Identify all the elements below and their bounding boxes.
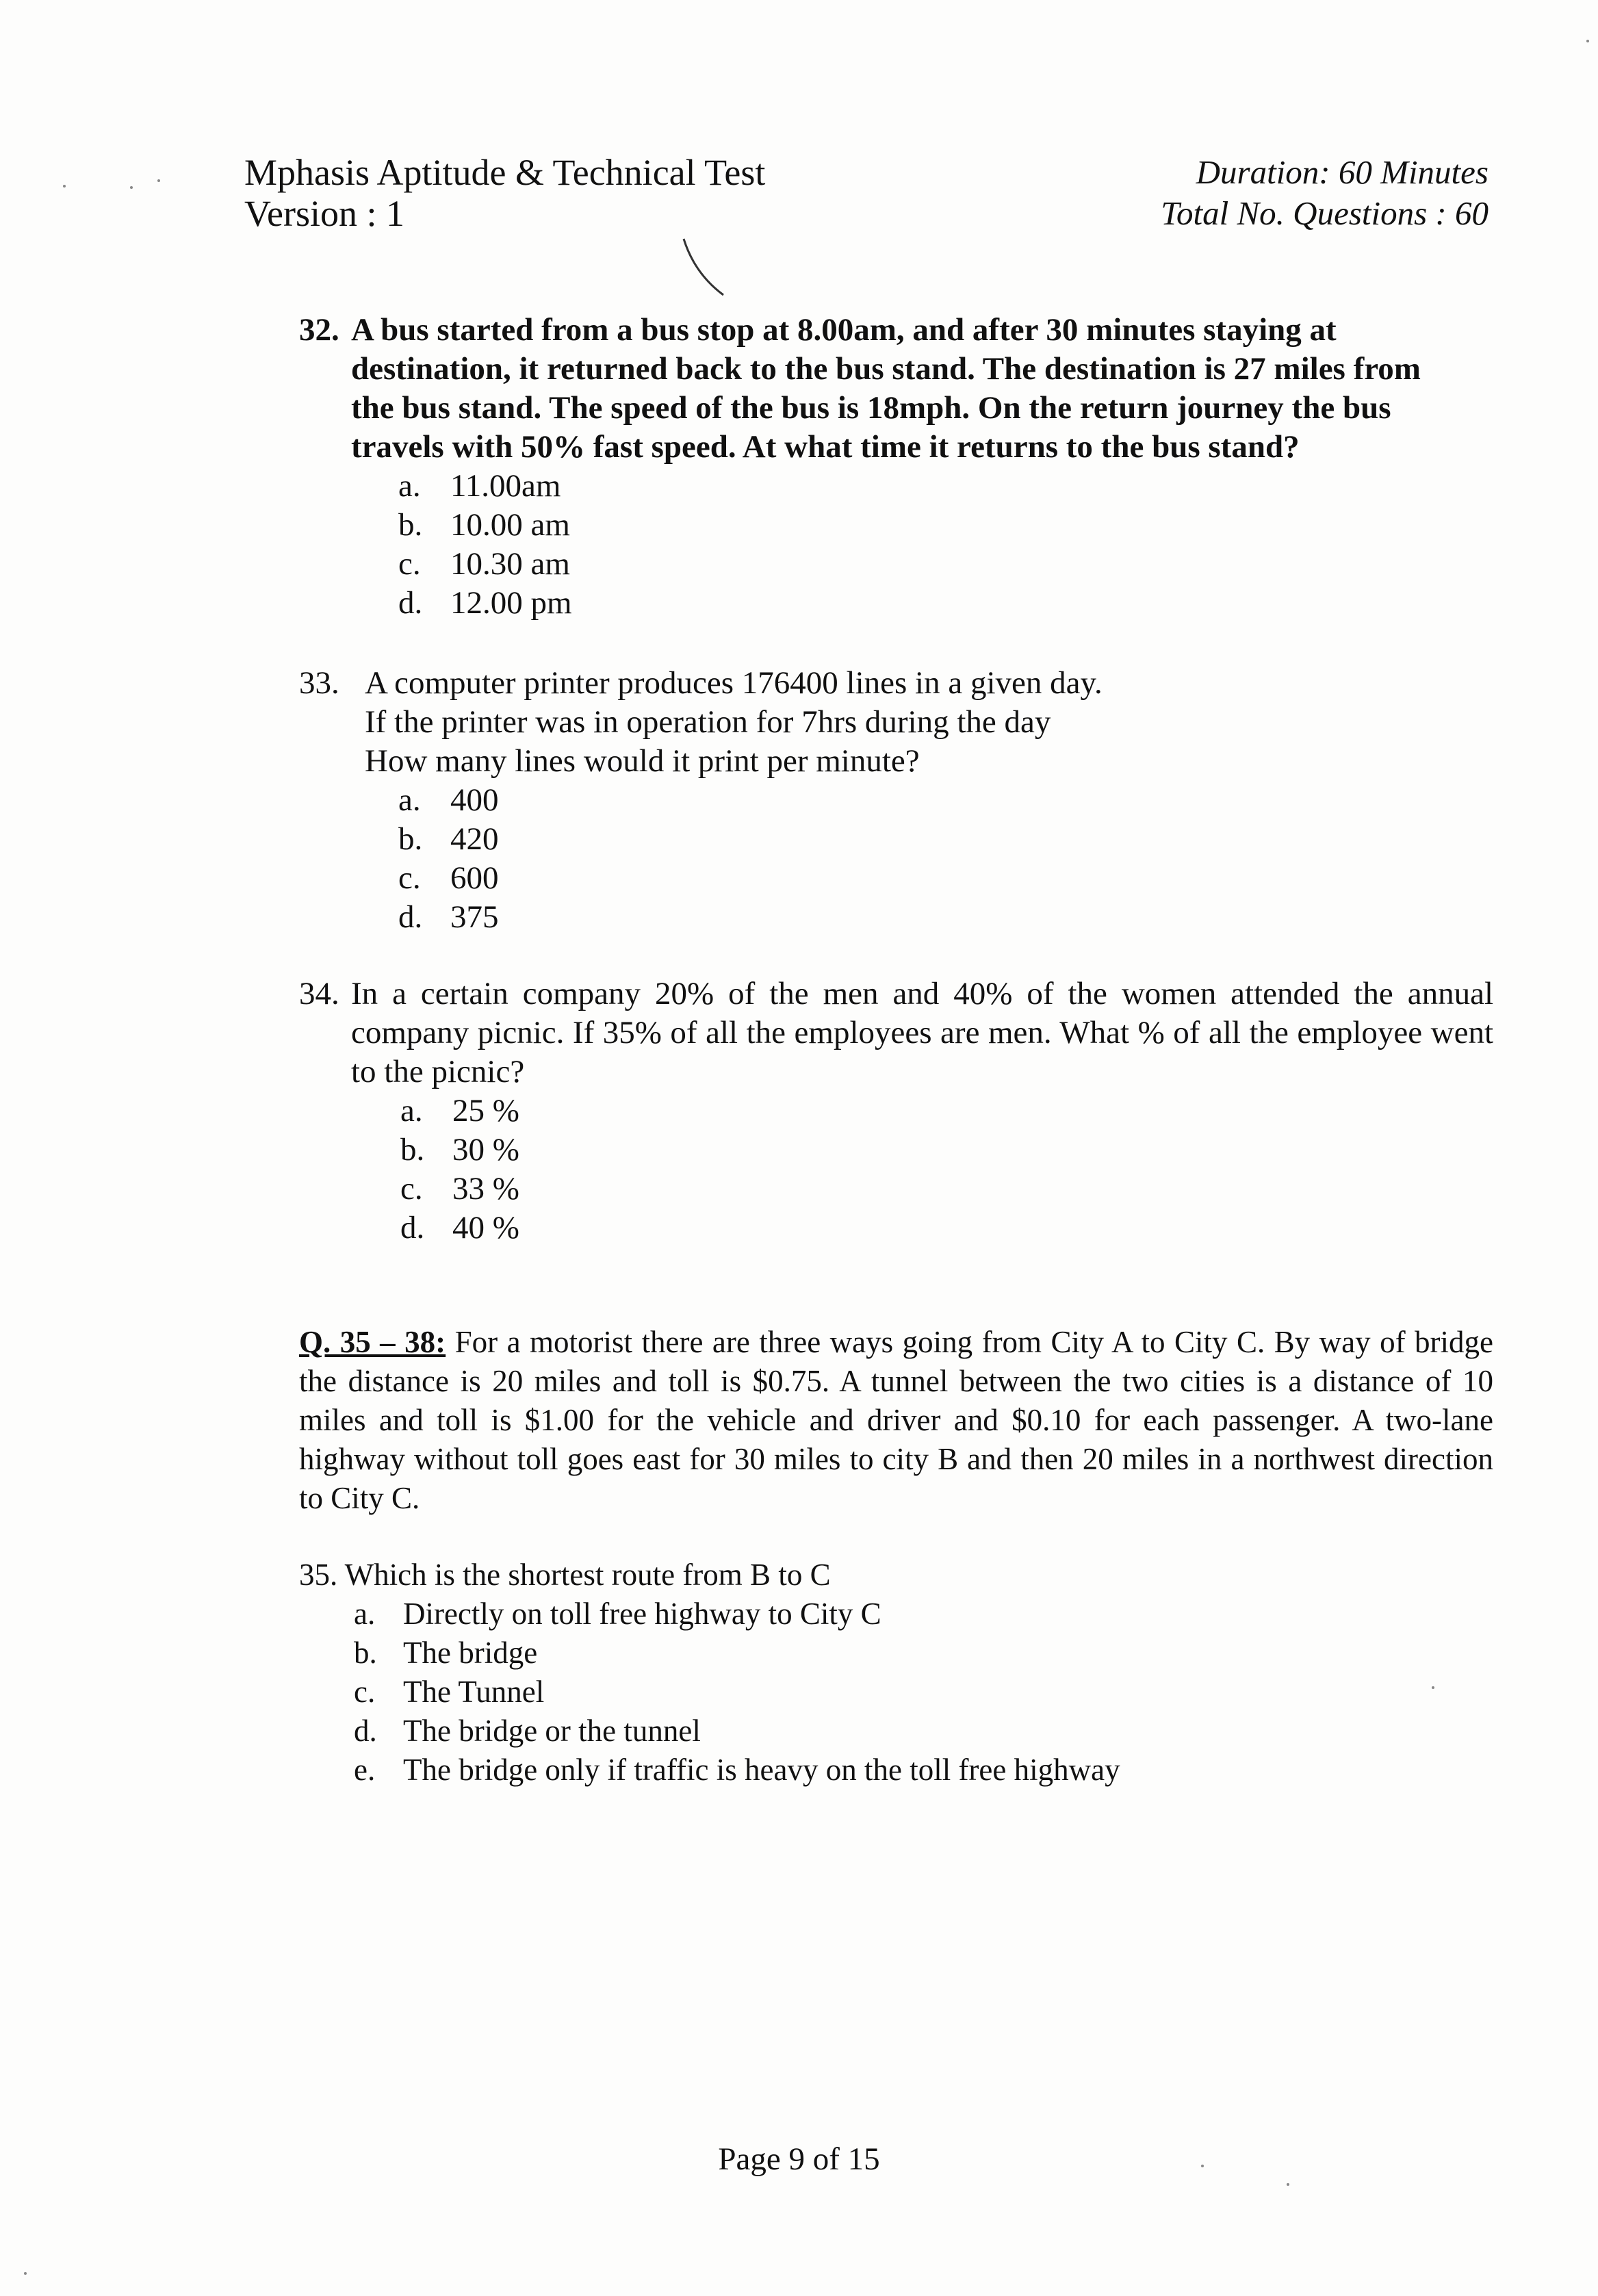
question-32 — [299, 311, 1504, 623]
option: e. The bridge only if traffic is heavy on the toll free highway — [354, 1753, 1120, 1787]
option: d. The bridge or the tunnel — [354, 1714, 701, 1748]
page-number: Page 9 of 15 — [718, 2141, 880, 2177]
question-32-number: 32. — [299, 312, 339, 348]
option: c. 600 — [398, 860, 499, 896]
scan-speck — [63, 185, 66, 188]
question-35-options — [299, 1595, 1504, 1790]
passage-q35-38 — [299, 1323, 1493, 1518]
scan-speck — [1586, 40, 1589, 42]
option: c. The Tunnel — [354, 1675, 545, 1709]
question-32-line-2: destination, it returned back to the bus stand. The destination is 27 miles from — [351, 351, 1421, 387]
option: c. 33 % — [400, 1171, 519, 1207]
question-34-stem — [299, 975, 1493, 1092]
scan-speck — [24, 2272, 27, 2275]
question-33-text-1: A computer printer produces 176400 lines in a given day. — [365, 665, 1103, 701]
option: a. Directly on toll free highway to City C — [354, 1597, 881, 1631]
question-35 — [299, 1556, 1504, 1790]
test-duration: Duration: 60 Minutes — [1196, 153, 1489, 191]
question-34-text: In a certain company 20% of the men and 40% of the women attended the annual company picnic. If 35% of all the employees are men. What % of all the employee went to the picnic? — [351, 976, 1493, 1089]
option: d. 12.00 pm — [398, 585, 572, 621]
option: b. 420 — [398, 821, 499, 857]
option: c. 10.30 am — [398, 546, 570, 582]
question-34-options — [299, 1092, 1493, 1248]
scan-speck — [1287, 2183, 1289, 2186]
header-left — [244, 152, 765, 234]
total-questions: Total No. Questions : 60 — [1161, 194, 1489, 232]
test-title: Mphasis Aptitude & Technical Test — [244, 152, 766, 193]
question-32-line-4: travels with 50% fast speed. At what time it returns to the bus stand? — [351, 429, 1300, 465]
question-32-options — [299, 467, 1504, 623]
question-33-line-2: If the printer was in operation for 7hrs during the day — [365, 704, 1051, 740]
option: a. 25 % — [400, 1093, 519, 1128]
question-33-line-3: How many lines would it print per minute? — [365, 743, 920, 779]
question-32-line-1 — [299, 311, 1504, 350]
question-32-text-1: A bus started from a bus stop at 8.00am, and after 30 minutes staying at — [351, 312, 1337, 348]
question-33-number: 33. — [299, 665, 339, 701]
option: d. 375 — [398, 899, 499, 935]
question-35-stem: 35. Which is the shortest route from B to C — [299, 1558, 831, 1592]
question-33-options — [299, 781, 1504, 937]
passage-label: Q. 35 – 38: — [299, 1325, 446, 1359]
option: b. 30 % — [400, 1132, 519, 1168]
question-33 — [299, 664, 1504, 937]
scan-speck — [1201, 2165, 1204, 2167]
scan-speck — [157, 179, 160, 182]
option: b. The bridge — [354, 1636, 538, 1670]
question-34 — [299, 975, 1493, 1248]
test-version: Version : 1 — [244, 193, 404, 234]
question-34-number: 34. — [299, 976, 339, 1011]
option: a. 400 — [398, 782, 499, 818]
option: b. 10.00 am — [398, 507, 570, 543]
option: a. 11.00am — [398, 468, 561, 504]
question-33-line-1 — [299, 664, 1504, 703]
option: d. 40 % — [400, 1210, 519, 1246]
pen-mark — [681, 236, 729, 298]
header-right — [1161, 152, 1489, 234]
passage-text: For a motorist there are three ways going from City A to City C. By way of bridge the distance is 20 miles and toll is $0.75. A tunnel between the two cities is a distance of 10 miles and toll is $1.00 for the vehicle and driver and $0.10 for each passenger. A two-lane highway without toll goes east for 30 miles to city B and then 20 miles in a northwest direction to City C. — [299, 1325, 1493, 1515]
scan-speck — [130, 186, 133, 189]
question-32-line-3: the bus stand. The speed of the bus is 18mph. On the return journey the bus — [351, 390, 1391, 426]
scan-speck — [1432, 1686, 1434, 1689]
